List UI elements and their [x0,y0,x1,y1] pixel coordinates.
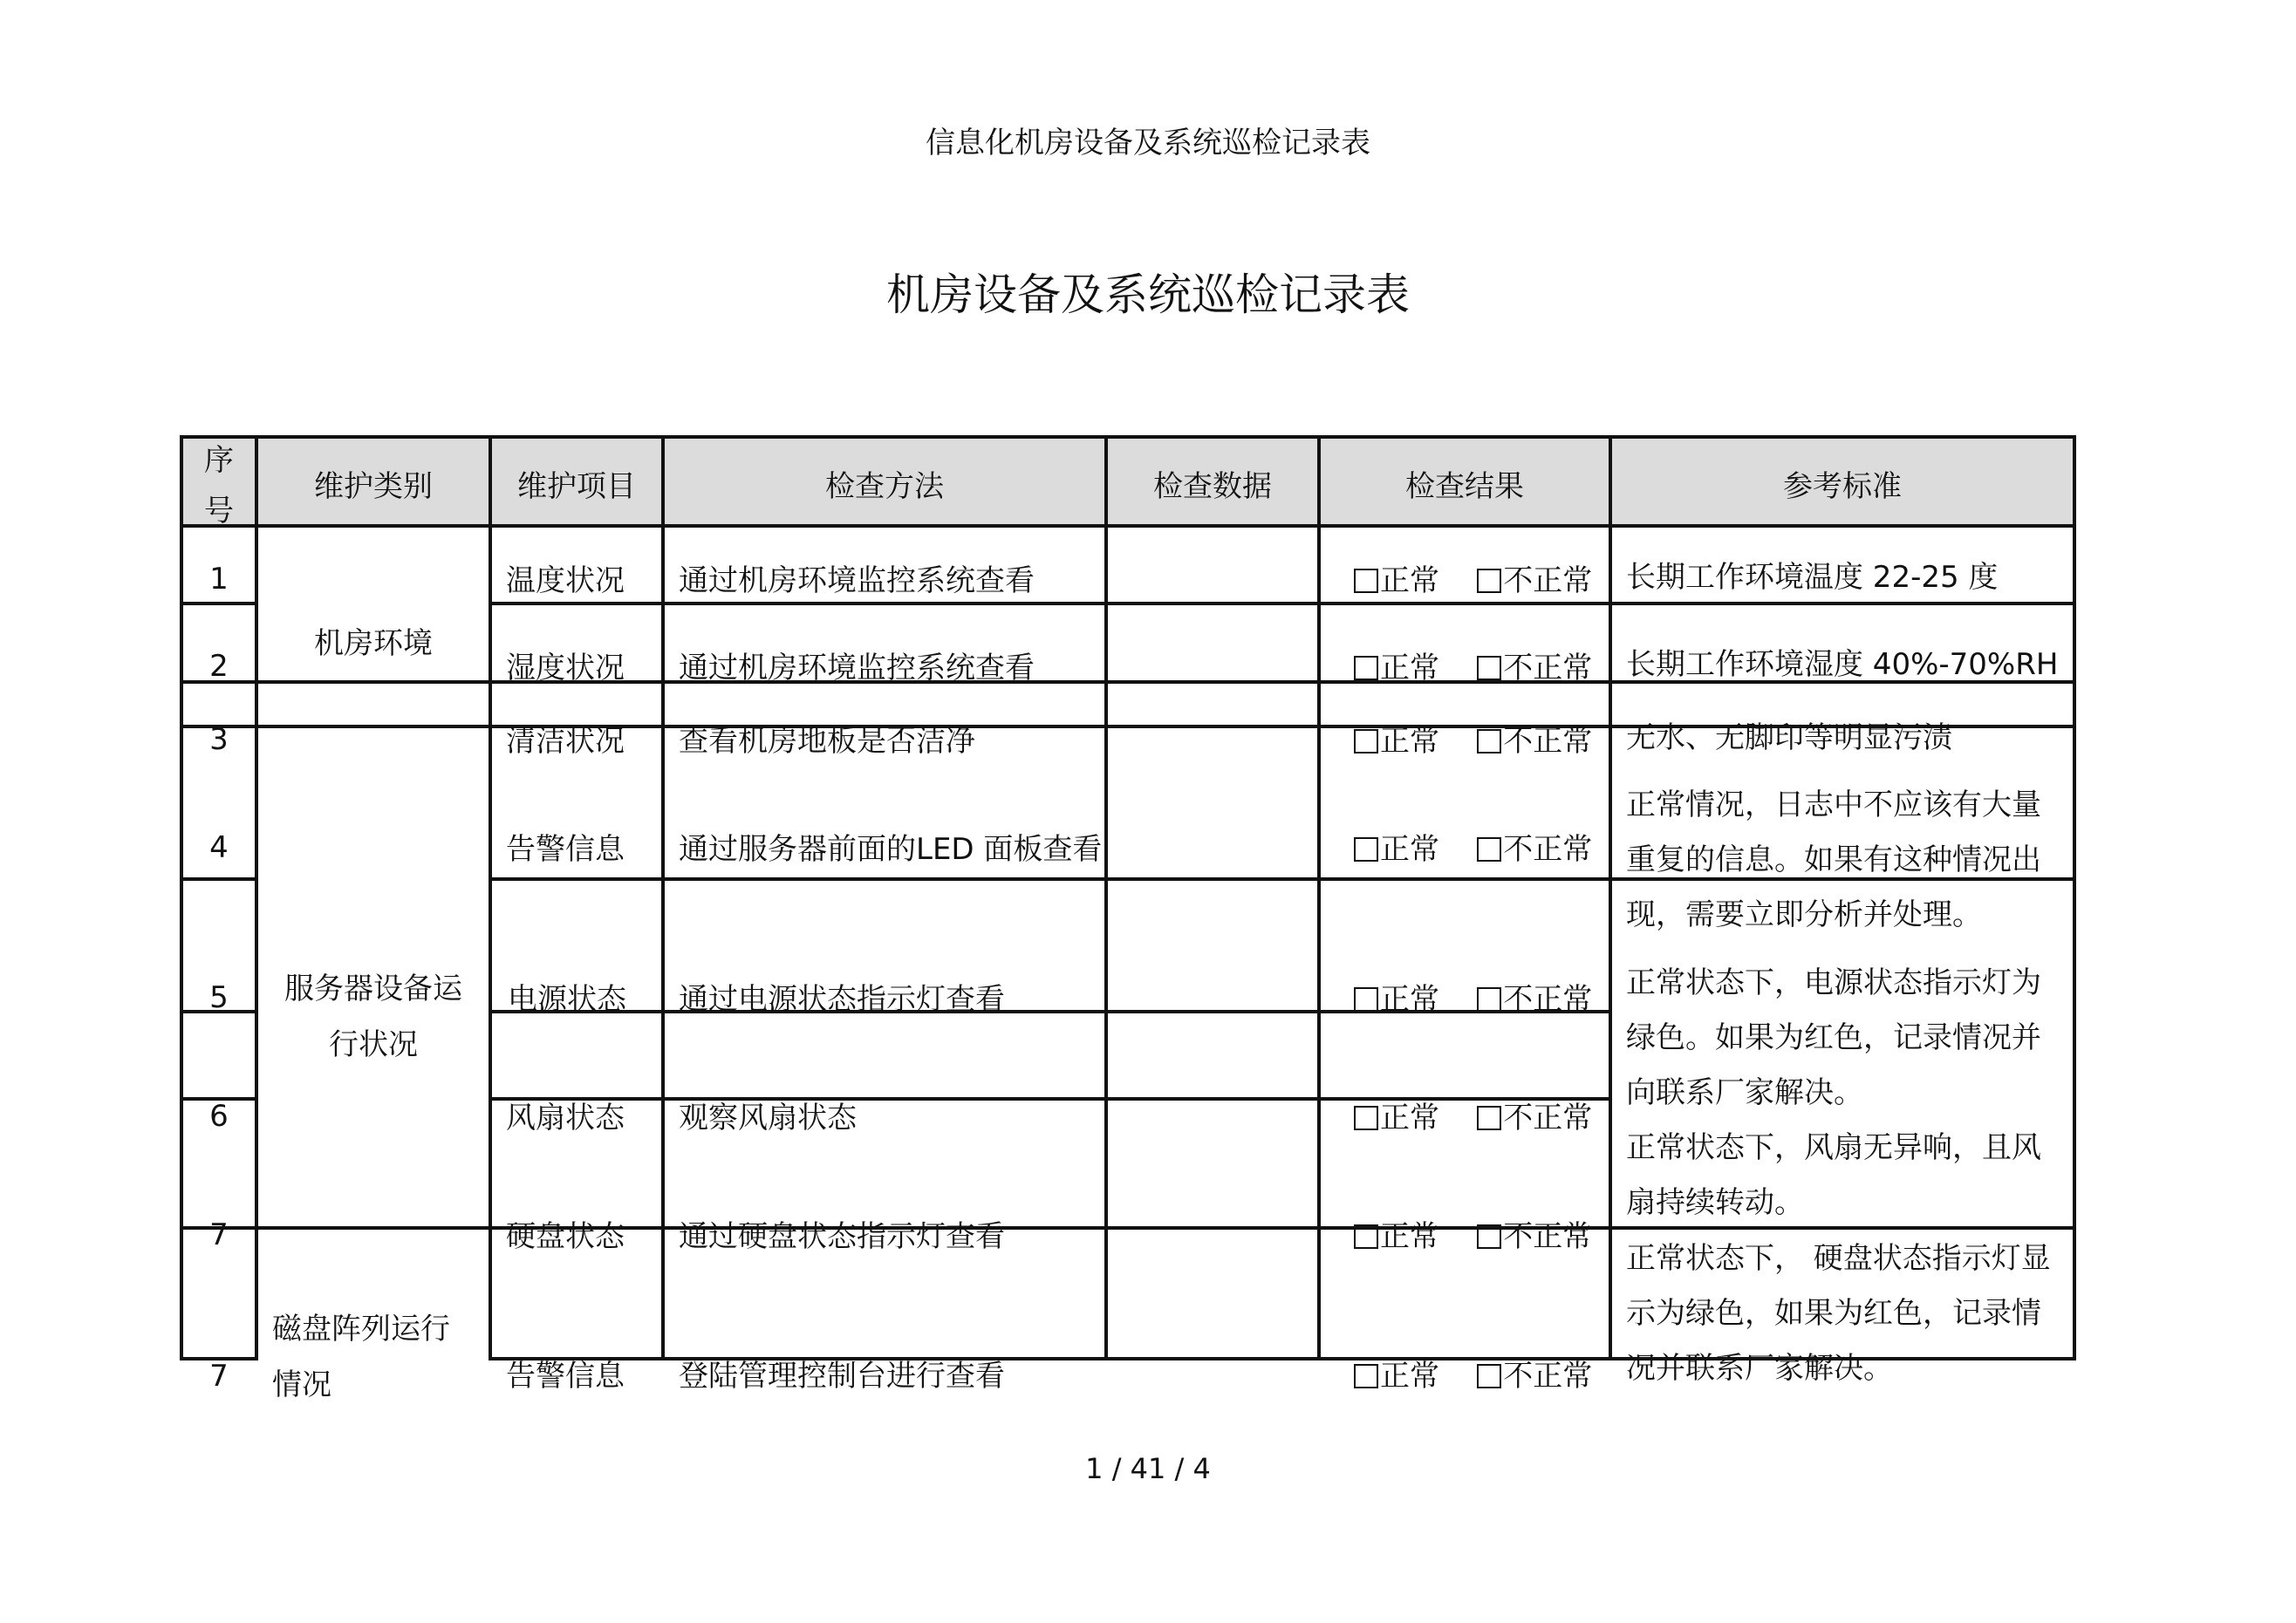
option-normal-label: 正常 [1380,724,1439,759]
result-checkboxes[interactable] [1354,1212,1592,1255]
category-disk-line1: 磁盘阵列运行 [272,1312,450,1347]
page-indicator: 1 / 41 / 4 [1085,1452,1211,1485]
checkbox-abnormal[interactable] [1477,987,1501,1012]
row-item: 告警信息 [506,832,625,867]
row-seq: 6 [209,1099,229,1134]
row-item: 硬盘状态 [506,1219,625,1254]
option-normal-label: 正常 [1380,1101,1439,1135]
table-top-border [180,435,2076,439]
row-item: 清洁状况 [506,724,625,759]
row-item: 告警信息 [506,1359,625,1394]
result-checkboxes[interactable] [1354,1352,1592,1395]
row-method: 通过机房环境监控系统查看 [679,563,1035,598]
header-bottom-border [180,524,2076,528]
row-item: 温度状况 [506,563,625,598]
row-seq: 1 [209,562,229,597]
column-divider [1104,435,1108,1360]
table-right-border [2073,435,2076,1360]
row-standard-line: 况并联系厂家解决。 [1626,1351,1893,1386]
row-standard-line: 正常状态下，风扇无异响，且风 [1626,1130,2041,1165]
column-divider [661,435,665,1360]
document-title: 机房设备及系统巡检记录表 [886,269,1410,320]
row-standard-line: 现，需要立即分析并处理。 [1626,897,1982,932]
column-divider [1609,435,1612,1360]
checkbox-normal[interactable] [1354,1106,1378,1130]
row-standard-line: 长期工作环境温度 22-25 度 [1626,560,1999,595]
category-server-line1: 服务器设备运 [284,972,462,1006]
row-seq: 7 [209,1217,229,1252]
option-abnormal-label: 不正常 [1503,832,1593,867]
result-checkboxes[interactable] [1354,825,1592,868]
option-abnormal-label: 不正常 [1503,1101,1593,1135]
row-seq: 3 [209,722,229,757]
checkbox-abnormal[interactable] [1477,729,1501,754]
row-method: 通过机房环境监控系统查看 [679,651,1035,685]
option-normal-label: 正常 [1380,1359,1439,1394]
row-seq: 5 [209,980,229,1015]
row-method: 通过服务器前面的LED 面板查看 [679,832,1103,867]
running-header: 信息化机房设备及系统巡检记录表 [926,126,1370,160]
row-seq: 7 [209,1359,229,1394]
option-normal-label: 正常 [1380,1219,1439,1254]
checkbox-abnormal[interactable] [1477,1364,1501,1388]
result-checkboxes[interactable] [1354,975,1592,1018]
category-server-line2: 行状况 [329,1027,418,1062]
row-standard-line: 无水、无脚印等明显污渍 [1626,720,1952,755]
checkbox-normal[interactable] [1354,1224,1378,1249]
result-checkboxes[interactable] [1354,1094,1592,1136]
checkbox-normal[interactable] [1354,729,1378,754]
row-standard-line: 扇持续转动。 [1626,1185,1804,1220]
result-checkboxes[interactable] [1354,717,1592,760]
row-divider [180,602,258,605]
row-standard-line: 向联系厂家解决。 [1626,1075,1863,1110]
row-method: 通过硬盘状态指示灯查看 [679,1219,1005,1254]
checkbox-normal[interactable] [1354,569,1378,593]
column-divider [1317,435,1321,1360]
category-disk-line2: 情况 [272,1367,331,1402]
option-abnormal-label: 不正常 [1503,724,1593,759]
column-header-seq-top: 序 [204,443,234,478]
column-header-category: 维护类别 [314,469,433,504]
result-checkboxes[interactable] [1354,556,1592,599]
row-standard-line: 长期工作环境湿度 40%-70%RH [1626,647,2059,682]
option-abnormal-label: 不正常 [1503,1359,1593,1394]
row-item: 电源状态 [508,982,626,1017]
category-room-environment: 机房环境 [314,626,433,661]
column-header-seq-bottom: 号 [204,494,234,528]
result-checkboxes[interactable] [1354,644,1592,686]
option-normal-label: 正常 [1380,563,1439,598]
option-abnormal-label: 不正常 [1503,563,1593,598]
row-item: 湿度状况 [506,651,625,685]
row-method: 登陆管理控制台进行查看 [679,1359,1005,1394]
checkbox-normal[interactable] [1354,987,1378,1012]
checkbox-normal[interactable] [1354,837,1378,862]
row-standard-line: 正常状态下，电源状态指示灯为 [1626,965,2041,1000]
row-method: 通过电源状态指示灯查看 [679,982,1005,1017]
row-method: 查看机房地板是否洁净 [679,724,975,759]
checkbox-abnormal[interactable] [1477,656,1501,680]
column-header-item: 维护项目 [517,469,636,504]
row-method: 观察风扇状态 [679,1101,857,1135]
column-header-data: 检查数据 [1153,469,1272,504]
option-abnormal-label: 不正常 [1503,982,1593,1017]
option-abnormal-label: 不正常 [1503,1219,1593,1254]
column-header-standard: 参考标准 [1783,469,1902,504]
checkbox-normal[interactable] [1354,1364,1378,1388]
checkbox-abnormal[interactable] [1477,1106,1501,1130]
column-divider [255,435,258,1360]
row-seq: 4 [209,830,229,865]
row-standard-line: 绿色。如果为红色，记录情况并 [1626,1020,2041,1055]
checkbox-abnormal[interactable] [1477,837,1501,862]
column-divider [489,435,492,1360]
row-item: 风扇状态 [506,1101,625,1135]
option-normal-label: 正常 [1380,982,1439,1017]
checkbox-normal[interactable] [1354,656,1378,680]
option-normal-label: 正常 [1380,832,1439,867]
column-header-method: 检查方法 [825,469,944,504]
row-seq: 2 [209,649,229,684]
checkbox-abnormal[interactable] [1477,1224,1501,1249]
option-abnormal-label: 不正常 [1503,651,1593,685]
row-standard-line: 重复的信息。如果有这种情况出 [1626,842,2041,877]
row-standard-line: 正常状态下， 硬盘状态指示灯显 [1626,1241,2051,1276]
column-header-result: 检查结果 [1405,469,1524,504]
option-normal-label: 正常 [1380,651,1439,685]
checkbox-abnormal[interactable] [1477,569,1501,593]
row-standard-line: 正常情况，日志中不应该有大量 [1626,788,2041,822]
row-divider [180,877,258,881]
row-standard-line: 示为绿色，如果为红色，记录情 [1626,1296,2041,1331]
